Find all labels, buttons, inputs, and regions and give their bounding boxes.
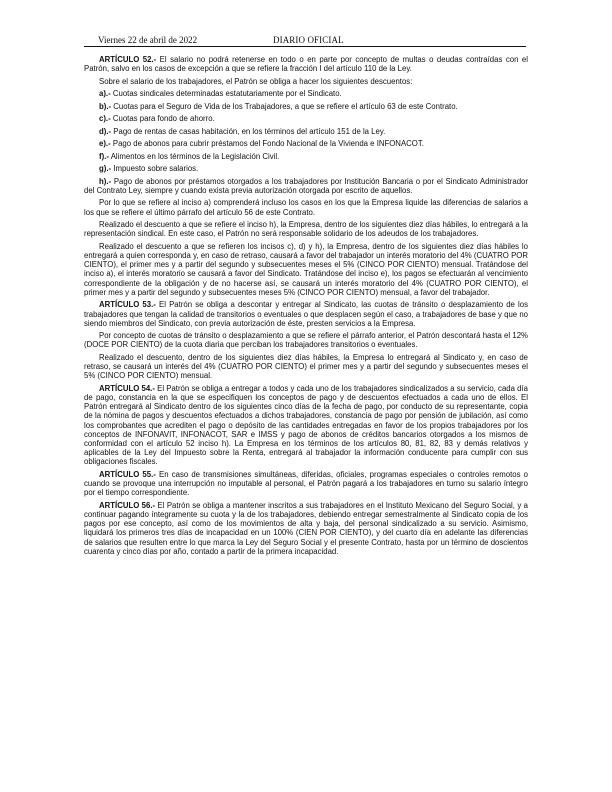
paragraph-art55 xyxy=(84,470,528,498)
item-text: Cuotas para fondo de ahorro. xyxy=(110,114,215,124)
paragraph-text: Por lo que se refiere al inciso a) comprenderá incluso los casos en los que la Empresa liquide las diferencias de salarios a los que se refiere el último párrafo del artículo 56 de este Contrato. xyxy=(84,198,528,217)
item-text: Cuotas para el Seguro de Vida de los Trabajadores, a que se refiere el artículo 63 de este Contrato. xyxy=(111,101,458,111)
item-text: Pago de abonos para cubrir préstamos del Fondo Nacional de la Vivienda e INFONACOT. xyxy=(110,139,424,149)
paragraph-text: El Patrón se obliga a entregar a todos y cada uno de los trabajadores sindicalizados a su servicio, cada día de pago, constancia en la que se especifiquen los conceptos de pago y de descuentos efectuados a cada uno de ellos. El Patrón entregará al Sindicato dentro de los siguientes cinco días de la fecha de pago, por conducto de su representante, copia de la nómina de pagos y descuentos efectuados a dichos trabajadores, constancia de pago por pensión de jubilación, así como los comprobantes que acrediten el pago o depósito de las cantidades entregadas en favor de los propios trabajadores por los conceptos de INFONAVIT, INFONACOT, SAR e IMSS y pago de abonos de créditos bancarios otorgados a los mismos de conformidad con el artículo 52 inciso h). La Empresa en los términos de los artículos 80, 81, 82, 83 y demás relativos y aplicables de la Ley del Impuesto sobre la Renta, entregará al trabajador la información conducente para cumplir con sus obligaciones fiscales. xyxy=(84,383,528,467)
header-rule xyxy=(84,46,526,47)
list-item-f xyxy=(84,152,528,161)
paragraph-lead: ARTÍCULO 53.- xyxy=(99,300,156,310)
paragraph-text: El Patrón se obliga a mantener inscritos a sus trabajadores en el Instituto Mexicano del Seguro Social, y a continuar pagando íntegramente su cuota y la de los trabajadores, debiendo entregar semestralmente al Sindicato copia de los pagos por ese concepto, así como de los movimientos de alta y baja, del personal sindicalizado a su servicio. Asimismo, liquidará los primeros tres días de incapacidad en un 100% (CIEN POR CIENTO), y del cuarto día en adelante las diferencias de salarios que resulten entre lo que marca la Ley del Seguro Social y el presente Contrato, hasta por un término de doscientos cuarenta y cinco días por año, contado a partir de la primera incapacidad. xyxy=(84,500,528,556)
item-lead: f).- xyxy=(99,151,109,161)
item-lead: d).- xyxy=(99,126,112,136)
list-item-c xyxy=(84,114,528,123)
paragraph-text: Realizado el descuento, dentro de los siguientes diez días hábiles, la Empresa lo entregará al Sindicato y, en caso de retraso, se causará un interés del 4% (CUATRO POR CIENTO) el primer mes y a partir del segundo y subsecuentes meses el 5% (CINCO POR CIENTO) mensual. xyxy=(84,352,528,381)
item-lead: h).- xyxy=(99,176,112,186)
header-publication: DIARIO OFICIAL xyxy=(273,35,344,45)
paragraph-art52 xyxy=(84,55,528,73)
list-item-g xyxy=(84,164,528,173)
list-item-e xyxy=(84,139,528,148)
paragraph-art54 xyxy=(84,384,528,467)
list-item-h xyxy=(84,177,528,195)
item-lead: b).- xyxy=(99,101,112,111)
paragraph-text: Realizado el descuento a que se refieren los incisos c), d) y h), la Empresa, dentro de los siguientes diez días hábiles lo entregará a quien corresponda y, en caso de retraso, causará a favor del trabajador un interés moratorio del 4% (CUATRO POR CIENTO), el primer mes y a partir del segundo y subsecuentes meses el 5% (CINCO POR CIENTO) mensual. Tratándose del inciso a), el interés moratorio se causará a favor del Sindicato. Tratándose del inciso e), los pagos se efectuarán al vencimiento correspondiente de la obligación y de no hacerse así, se causará un interés moratorio del 4% (CUATRO POR CIENTO), el primer mes y a partir del segundo y subsecuentes meses 5% (CINCO POR CIENTO) mensual, a favor del trabajador. xyxy=(84,241,528,297)
item-text: Pago de abonos por préstamos otorgados a los trabajadores por Institución Bancaria o por el Sindicato Administrador del Contrato Ley, siempre y cuando exista previa autorización otorgada por escrito de aquellos. xyxy=(84,176,528,195)
header-date: Viernes 22 de abril de 2022 xyxy=(98,35,198,45)
item-lead: e).- xyxy=(99,139,111,149)
item-text: Impuesto sobre salarios. xyxy=(111,164,199,174)
item-lead: c).- xyxy=(99,114,111,124)
paragraph xyxy=(84,242,528,297)
paragraph xyxy=(84,77,528,86)
item-lead: a).- xyxy=(99,89,111,99)
paragraph xyxy=(84,220,528,238)
document-body xyxy=(84,55,528,559)
paragraph xyxy=(84,353,528,381)
paragraph-art53 xyxy=(84,300,528,328)
paragraph-text: En caso de transmisiones simultáneas, diferidas, oficiales, programas especiales o controles remotos o cuando se provoque una interrupción no imputable al personal, el Patrón pagará a los trabajadores en turno su salario íntegro por el tiempo correspondiente. xyxy=(84,469,528,498)
item-lead: g).- xyxy=(99,164,112,174)
item-text: Cuotas sindicales determinadas estatutariamente por el Sindicato. xyxy=(110,89,342,99)
paragraph-text: Realizado el descuento a que se refiere el inciso h), la Empresa, dentro de los siguientes diez días hábiles, lo entregará a la representación sindical. En este caso, el Patrón no será responsable solidario de los adeudos de los trabajadores. xyxy=(84,220,528,239)
list-item-a xyxy=(84,89,528,98)
paragraph-lead: ARTÍCULO 56.- xyxy=(99,500,156,510)
list-item-d xyxy=(84,127,528,136)
paragraph-text: El Patrón se obliga a descontar y entregar al Sindicato, las cuotas de tránsito o desplazamiento de los trabajadores que tengan la calidad de transitorios o eventuales o que desplacen según el caso, a trabajadores de base y que no siendo miembros del Sindicato, con previa autorización de éste, presten servicios a la Empresa. xyxy=(84,300,528,328)
item-text: Pago de rentas de casas habitación, en los términos del artículo 151 de la Ley. xyxy=(111,126,386,136)
paragraph-lead: ARTÍCULO 52.- xyxy=(99,55,157,64)
item-text: Alimentos en los términos de la Legislación Civil. xyxy=(108,151,280,161)
paragraph-text: Sobre el salario de los trabajadores, el Patrón se obliga a hacer los siguientes descuentos: xyxy=(99,76,413,86)
paragraph-lead: ARTÍCULO 55.- xyxy=(99,469,156,479)
paragraph-lead: ARTÍCULO 54.- xyxy=(99,383,155,393)
paragraph xyxy=(84,331,528,349)
list-item-b xyxy=(84,102,528,111)
paragraph-text: Por concepto de cuotas de tránsito o desplazamiento a que se refiere el párrafo anterior, el Patrón descontará hasta el 12% (DOCE POR CIENTO) de la cuota diaria que perciban los trabajadores transitorios o eventuales. xyxy=(84,331,528,350)
paragraph-art56 xyxy=(84,501,528,556)
paragraph-text: El salario no podrá retenerse en todo o en parte por concepto de multas o deudas contraídas con el Patrón, salvo en los casos de excepción a que se refiere la fracción I del artículo 110 de la Ley. xyxy=(84,55,528,74)
paragraph xyxy=(84,198,528,216)
